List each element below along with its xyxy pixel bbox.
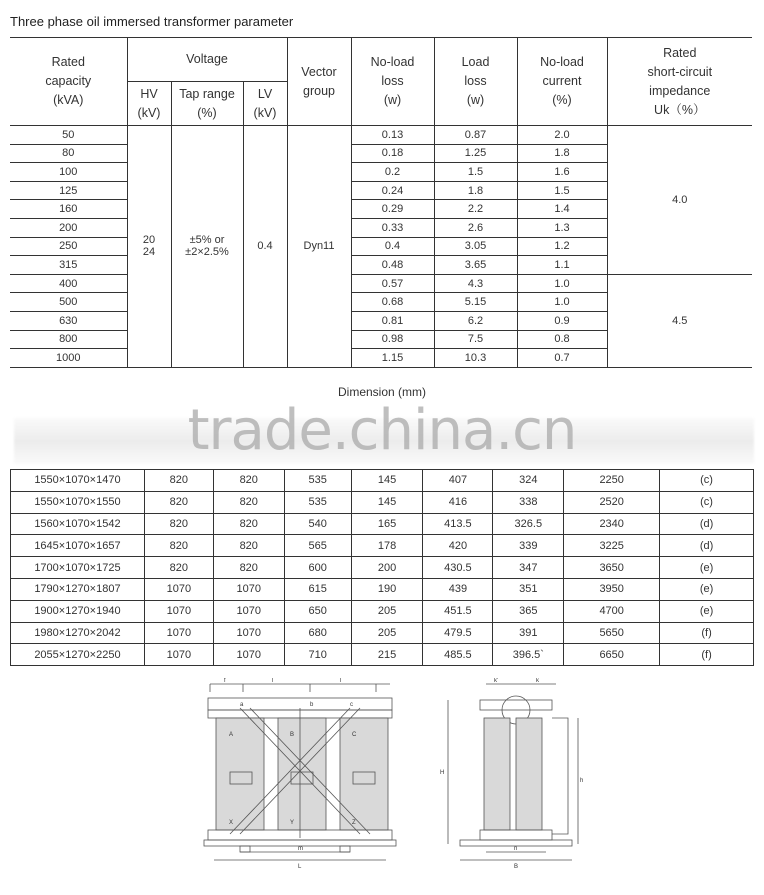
- table-cell: 0.68: [351, 293, 434, 312]
- table-cell: 1070: [144, 578, 213, 600]
- table-cell: 1.8: [434, 181, 517, 200]
- table-cell: 339: [493, 535, 564, 557]
- table-cell: 2055×1270×2250: [11, 644, 145, 666]
- table-cell: 1070: [213, 600, 284, 622]
- table-cell: 630: [10, 311, 127, 330]
- table-cell: (c): [660, 470, 754, 492]
- table-cell: 160: [10, 200, 127, 219]
- front-view-drawing: [200, 678, 400, 878]
- table-cell: 1070: [144, 600, 213, 622]
- table-cell: 820: [213, 491, 284, 513]
- table-cell: (f): [660, 622, 754, 644]
- header-lv: LV (kV): [243, 82, 287, 126]
- table-cell: 1.15: [351, 349, 434, 368]
- table-cell: 205: [351, 600, 423, 622]
- table-cell: 615: [284, 578, 351, 600]
- table-cell: 80: [10, 144, 127, 163]
- dim-label-a: a: [240, 702, 244, 708]
- phase-label-a: A: [229, 732, 234, 738]
- dim-label-big-h: H: [440, 770, 445, 776]
- phase-label-z: Z: [352, 820, 356, 826]
- table-cell: 1.25: [434, 144, 517, 163]
- table-cell: 1000: [10, 349, 127, 368]
- table-cell: 451.5: [423, 600, 493, 622]
- table-cell: 3650: [564, 557, 660, 579]
- table-cell: 1.8: [517, 144, 607, 163]
- table-cell: 1.5: [434, 163, 517, 182]
- vector-group-value: Dyn11: [287, 126, 351, 368]
- impedance-value: 4.0: [607, 126, 752, 275]
- table-cell: 2.2: [434, 200, 517, 219]
- dim-label-n: n: [514, 846, 518, 852]
- table-cell: 820: [144, 513, 213, 535]
- header-load-loss: Load loss (w): [434, 38, 517, 126]
- table-cell: 50: [10, 126, 127, 145]
- table-row: [10, 126, 752, 145]
- dim-label-c: c: [350, 702, 353, 708]
- table-cell: 338: [493, 491, 564, 513]
- table-cell: 365: [493, 600, 564, 622]
- table-cell: 430.5: [423, 557, 493, 579]
- table-cell: 0.13: [351, 126, 434, 145]
- table-cell: 10.3: [434, 349, 517, 368]
- table-row: [11, 578, 754, 600]
- table-cell: 391: [493, 622, 564, 644]
- table-cell: 820: [213, 535, 284, 557]
- table-cell: 2.0: [517, 126, 607, 145]
- dimension-table: [10, 469, 754, 666]
- table-cell: 178: [351, 535, 423, 557]
- table-cell: (e): [660, 578, 754, 600]
- table-cell: 407: [423, 470, 493, 492]
- table-cell: 1790×1270×1807: [11, 578, 145, 600]
- lv-value: 0.4: [243, 126, 287, 368]
- table-cell: (d): [660, 535, 754, 557]
- hv-value: 20 24: [127, 126, 171, 368]
- dim-label-big-b: B: [514, 864, 519, 870]
- table-cell: 820: [144, 557, 213, 579]
- table-cell: 351: [493, 578, 564, 600]
- table-cell: 535: [284, 491, 351, 513]
- table-cell: 0.81: [351, 311, 434, 330]
- table-row: [11, 513, 754, 535]
- header-hv: HV (kV): [127, 82, 171, 126]
- table-cell: 6.2: [434, 311, 517, 330]
- table-cell: 1.0: [517, 293, 607, 312]
- table-cell: 413.5: [423, 513, 493, 535]
- dim-label-k-prime: k': [494, 678, 499, 684]
- table-cell: 1.6: [517, 163, 607, 182]
- table-cell: 205: [351, 622, 423, 644]
- dim-label-m: m: [298, 846, 303, 852]
- table-cell: 0.33: [351, 218, 434, 237]
- phase-label-x: X: [229, 820, 234, 826]
- table-cell: 2520: [564, 491, 660, 513]
- table-cell: 0.98: [351, 330, 434, 349]
- table-cell: 5.15: [434, 293, 517, 312]
- table-cell: 1645×1070×1657: [11, 535, 145, 557]
- table-cell: 565: [284, 535, 351, 557]
- table-cell: 0.2: [351, 163, 434, 182]
- table-cell: 1.3: [517, 218, 607, 237]
- tap-range-value: ±5% or ±2×2.5%: [171, 126, 243, 368]
- table-row: [10, 274, 752, 293]
- table-cell: 324: [493, 470, 564, 492]
- table-row: [11, 535, 754, 557]
- table-cell: 800: [10, 330, 127, 349]
- watermark: trade.china.cn: [187, 398, 577, 463]
- dim-label-k: k: [536, 678, 539, 684]
- table-cell: 200: [351, 557, 423, 579]
- dim-label-big-l: L: [298, 864, 302, 870]
- table-cell: 145: [351, 491, 423, 513]
- table-cell: 1070: [213, 578, 284, 600]
- phase-label-y: Y: [290, 820, 295, 826]
- table-cell: 400: [10, 274, 127, 293]
- table-cell: 2.6: [434, 218, 517, 237]
- table-row: [11, 644, 754, 666]
- table-cell: 165: [351, 513, 423, 535]
- table-cell: 485.5: [423, 644, 493, 666]
- table-cell: 820: [213, 470, 284, 492]
- table-cell: 326.5: [493, 513, 564, 535]
- table-row: [11, 470, 754, 492]
- table-cell: 500: [10, 293, 127, 312]
- table-cell: 250: [10, 237, 127, 256]
- dim-label-l1: l: [272, 678, 274, 684]
- table-cell: 680: [284, 622, 351, 644]
- table-cell: 396.5`: [493, 644, 564, 666]
- table-cell: 0.57: [351, 274, 434, 293]
- table-cell: 820: [213, 513, 284, 535]
- table-cell: 0.9: [517, 311, 607, 330]
- header-vector-group: Vector group: [287, 38, 351, 126]
- dim-label-f: f: [224, 678, 226, 684]
- table-cell: 3.05: [434, 237, 517, 256]
- table-cell: 6650: [564, 644, 660, 666]
- table-cell: 0.8: [517, 330, 607, 349]
- table-cell: 4.3: [434, 274, 517, 293]
- table-cell: 600: [284, 557, 351, 579]
- table-cell: 0.29: [351, 200, 434, 219]
- table-row: [11, 557, 754, 579]
- dim-label-h: h: [580, 778, 584, 784]
- header-noload-current: No-load current (%): [517, 38, 607, 126]
- header-tap-range: Tap range (%): [171, 82, 243, 126]
- table-cell: 1700×1070×1725: [11, 557, 145, 579]
- table-cell: 1070: [213, 622, 284, 644]
- table-cell: 416: [423, 491, 493, 513]
- table-cell: 820: [144, 491, 213, 513]
- table-cell: 0.48: [351, 256, 434, 275]
- page-title: Three phase oil immersed transformer parameter: [10, 14, 294, 29]
- table-cell: 710: [284, 644, 351, 666]
- table-cell: 1070: [144, 622, 213, 644]
- table-cell: 3950: [564, 578, 660, 600]
- side-view-drawing: [436, 678, 586, 878]
- table-cell: 1.4: [517, 200, 607, 219]
- table-cell: 1.5: [517, 181, 607, 200]
- header-voltage: Voltage: [127, 38, 287, 82]
- parameter-table: [10, 37, 752, 368]
- table-cell: 347: [493, 557, 564, 579]
- table-cell: 535: [284, 470, 351, 492]
- table-cell: 0.18: [351, 144, 434, 163]
- table-cell: 0.87: [434, 126, 517, 145]
- table-cell: (e): [660, 600, 754, 622]
- table-cell: 650: [284, 600, 351, 622]
- table-cell: 420: [423, 535, 493, 557]
- impedance-value: 4.5: [607, 274, 752, 367]
- table-cell: (e): [660, 557, 754, 579]
- table-cell: 215: [351, 644, 423, 666]
- table-cell: 1550×1070×1470: [11, 470, 145, 492]
- phase-label-b: B: [290, 732, 295, 738]
- dimension-caption: Dimension (mm): [337, 385, 426, 399]
- table-cell: 479.5: [423, 622, 493, 644]
- phase-label-c: C: [352, 732, 357, 738]
- table-cell: 4700: [564, 600, 660, 622]
- dim-label-l2: l: [340, 678, 342, 684]
- table-cell: 820: [213, 557, 284, 579]
- table-cell: (c): [660, 491, 754, 513]
- table-cell: 315: [10, 256, 127, 275]
- table-cell: 820: [144, 535, 213, 557]
- header-impedance: Rated short-circuit impedance Uk（%）: [607, 38, 752, 126]
- table-cell: 145: [351, 470, 423, 492]
- table-cell: 1070: [213, 644, 284, 666]
- table-cell: 1550×1070×1550: [11, 491, 145, 513]
- table-cell: 820: [144, 470, 213, 492]
- table-cell: 540: [284, 513, 351, 535]
- table-cell: 1.2: [517, 237, 607, 256]
- table-cell: 1.0: [517, 274, 607, 293]
- table-cell: 0.7: [517, 349, 607, 368]
- table-cell: 1900×1270×1940: [11, 600, 145, 622]
- table-cell: (d): [660, 513, 754, 535]
- header-noload-loss: No-load loss (w): [351, 38, 434, 126]
- table-cell: 2340: [564, 513, 660, 535]
- table-cell: 439: [423, 578, 493, 600]
- table-cell: 1070: [144, 644, 213, 666]
- table-cell: (f): [660, 644, 754, 666]
- table-cell: 1980×1270×2042: [11, 622, 145, 644]
- table-cell: 125: [10, 181, 127, 200]
- table-cell: 3.65: [434, 256, 517, 275]
- table-row: [11, 491, 754, 513]
- table-cell: 1.1: [517, 256, 607, 275]
- table-row: [11, 600, 754, 622]
- table-cell: 2250: [564, 470, 660, 492]
- table-cell: 190: [351, 578, 423, 600]
- dim-label-b: b: [310, 702, 314, 708]
- table-cell: 7.5: [434, 330, 517, 349]
- table-cell: 200: [10, 218, 127, 237]
- table-cell: 100: [10, 163, 127, 182]
- table-cell: 5650: [564, 622, 660, 644]
- header-rated-capacity: Rated capacity (kVA): [10, 38, 127, 126]
- table-row: [11, 622, 754, 644]
- table-cell: 0.24: [351, 181, 434, 200]
- table-cell: 3225: [564, 535, 660, 557]
- table-cell: 0.4: [351, 237, 434, 256]
- table-cell: 1560×1070×1542: [11, 513, 145, 535]
